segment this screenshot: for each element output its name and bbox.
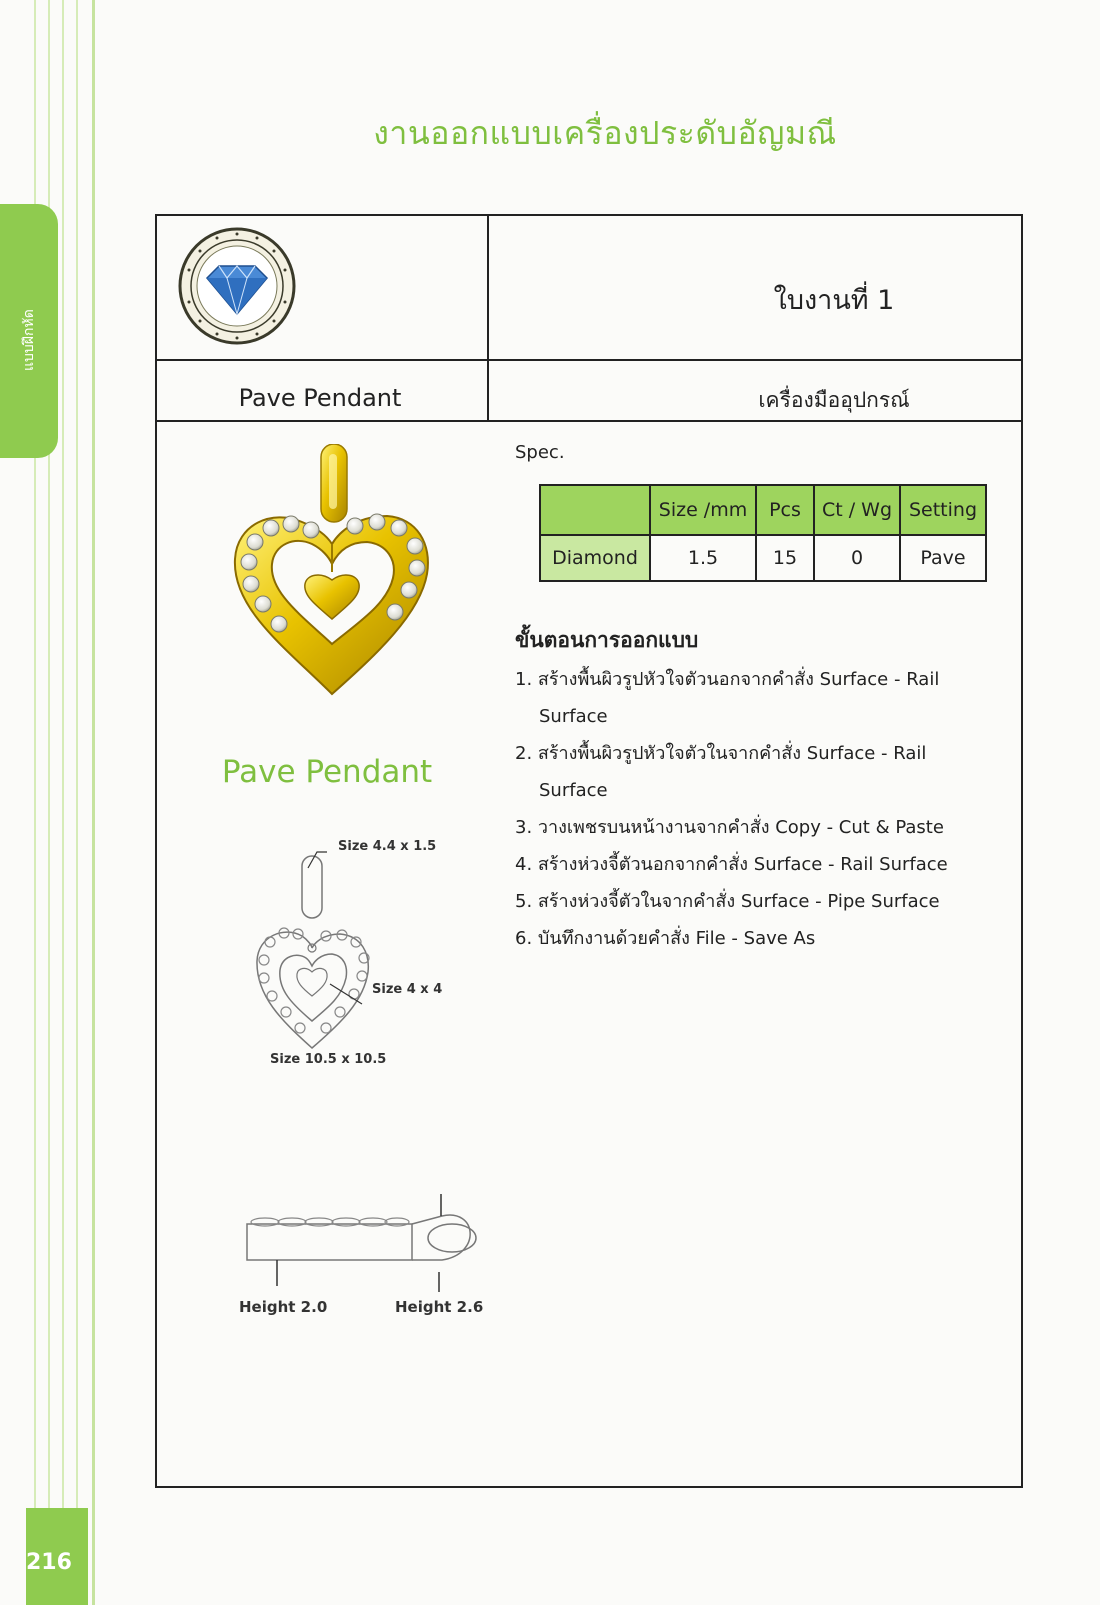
spec-cell-stone: Diamond <box>540 535 650 581</box>
list-item: 1. สร้างพื้นผิวรูปหัวใจตัวนอกจากคำสั่ง Surface - Rail Surface <box>515 669 940 727</box>
product-name-header: Pave Pendant <box>238 384 402 412</box>
divider <box>157 420 1021 422</box>
spec-header-ct-wg: Ct / Wg <box>814 485 900 535</box>
outer-heart-size-label: Size 10.5 x 10.5 <box>270 1052 387 1067</box>
tools-header: เครื่องมืออุปกรณ์ <box>758 388 910 412</box>
divider <box>487 216 489 420</box>
pendant-sketch-icon <box>242 836 472 1086</box>
side-tab-label: แบบฝึกหัด <box>21 309 37 371</box>
spec-cell-ct-wg: 0 <box>814 535 900 581</box>
worksheet-frame <box>155 214 1023 1488</box>
list-item: 3. วางเพชรบนหน้างานจากคำสั่ง Copy - Cut & Paste <box>515 817 944 838</box>
spec-cell-setting: Pave <box>900 535 986 581</box>
design-steps-list <box>515 661 995 957</box>
spec-table-header-row <box>540 485 986 535</box>
list-item: 6. บันทึกงานด้วยคำสั่ง File - Save As <box>515 928 816 949</box>
list-item: 4. สร้างห่วงจี้ตัวนอกจากคำสั่ง Surface - Rail Surface <box>515 854 948 875</box>
spec-label: Spec. <box>515 442 565 463</box>
margin-stripe <box>92 0 95 1605</box>
body-height-label: Height 2.0 <box>239 1298 328 1316</box>
spec-header-blank <box>540 485 650 535</box>
spec-header-pcs: Pcs <box>756 485 814 535</box>
table-row <box>540 535 986 581</box>
list-item: 5. สร้างห่วงจี้ตัวในจากคำสั่ง Surface - Pipe Surface <box>515 891 940 912</box>
page-number: 216 <box>26 1550 72 1575</box>
divider <box>157 359 1021 361</box>
spec-cell-size: 1.5 <box>650 535 756 581</box>
bail-height-label: Height 2.6 <box>395 1298 484 1316</box>
design-steps-title: ขั้นตอนการออกแบบ <box>515 628 699 652</box>
margin-stripe <box>76 0 78 1605</box>
spec-table <box>539 484 987 582</box>
page-title: งานออกแบบเครื่องประดับอัญมณี <box>373 114 837 152</box>
gold-pendant-icon <box>227 444 437 704</box>
spec-cell-pcs: 15 <box>756 535 814 581</box>
product-caption: Pave Pendant <box>221 754 433 790</box>
institute-emblem-icon <box>177 226 297 346</box>
bail-size-label: Size 4.4 x 1.5 <box>338 839 437 854</box>
worksheet-number: ใบงานที่ 1 <box>773 285 895 316</box>
list-item: 2. สร้างพื้นผิวรูปหัวใจตัวในจากคำสั่ง Surface - Rail Surface <box>515 743 927 801</box>
spec-header-setting: Setting <box>900 485 986 535</box>
margin-stripe <box>62 0 64 1605</box>
spec-header-size: Size /mm <box>650 485 756 535</box>
inner-heart-size-label: Size 4 x 4 <box>372 982 443 997</box>
